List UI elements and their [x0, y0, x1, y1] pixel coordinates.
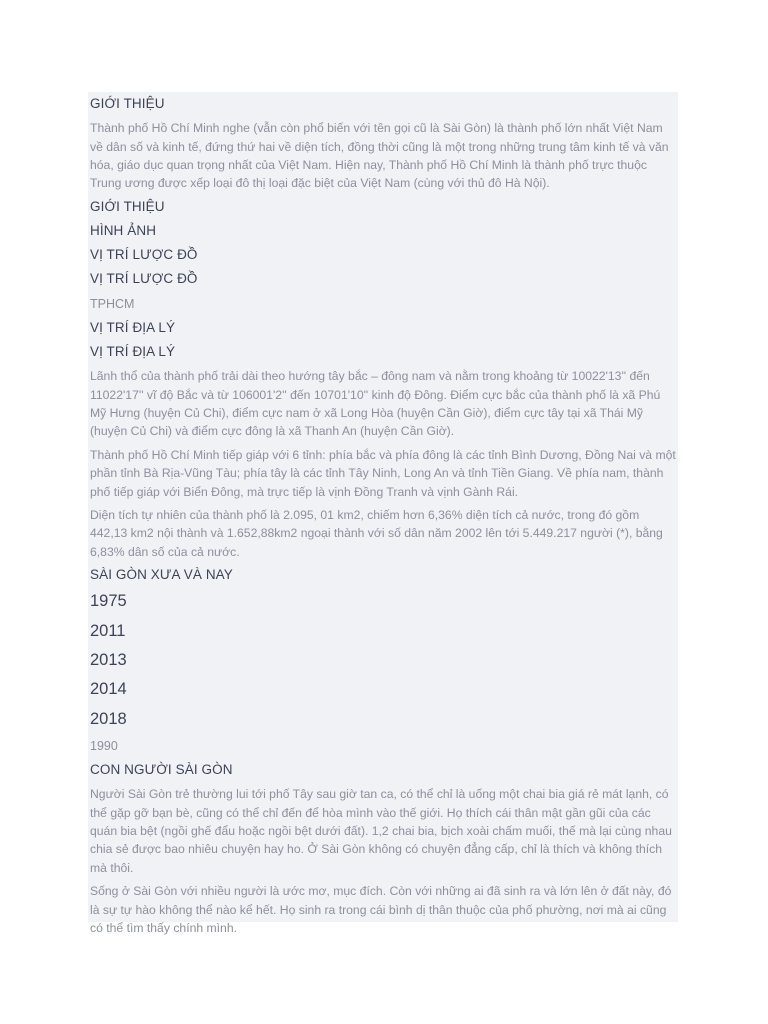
heading-then-and-now: SÀI GÒN XƯA VÀ NAY: [90, 567, 233, 583]
heading-map: VỊ TRÍ LƯỢC ĐỒ: [90, 247, 198, 263]
heading-geography-repeat: VỊ TRÍ ĐỊA LÝ: [90, 343, 176, 359]
heading-intro: GIỚI THIỆU: [90, 96, 165, 111]
document-page: [88, 92, 678, 936]
heading-geography: VỊ TRÍ ĐỊA LÝ: [90, 319, 176, 335]
label-1990: 1990: [90, 738, 118, 753]
paragraph-geography-1: Lãnh thổ của thành phố trải dài theo hướng tây bắc – đông nam và nằm trong khoảng từ 10022'13'' đến 11022'17'' vĩ độ Bắc và từ 106001'2'' đến 10701'10'' kinh độ Đông. Điểm cực bắc của thành phố là xã Phú Mỹ Hưng (huyện Củ Chi), điểm cực nam ở xã Long Hòa (huyện Cần Giờ), điểm cực tây tại xã Thái Mỹ (huyện Củ Chi) và điểm cực đông là xã Thanh An (huyện Cần Giờ).: [90, 369, 661, 439]
heading-intro-repeat: GIỚI THIỆU: [90, 198, 165, 214]
label-tphcm: TPHCM: [90, 296, 135, 311]
year-label: 2014: [90, 680, 127, 699]
heading-people: CON NGƯỜI SÀI GÒN: [90, 762, 233, 778]
year-label: 2011: [90, 621, 126, 640]
paragraph-geography-3: Diện tích tự nhiên của thành phố là 2.095, 01 km2, chiếm hơn 6,36% diện tích cả nước, trong đó gồm 442,13 km2 nội thành và 1.652,88km2 ngoại thành với số dân năm 2002 lên tới 5.449.217 người (*), bằng 6,83% dân số của cả nước.: [90, 507, 663, 559]
paragraph-geography-2: Thành phố Hồ Chí Minh tiếp giáp với 6 tỉnh: phía bắc và phía đông là các tỉnh Bình Dương, Đồng Nai và một phần tỉnh Bà Rịa-Vũng Tàu; phía tây là các tỉnh Tây Ninh, Long An và tỉnh Tiền Giang. Về phía nam, thành phố tiếp giáp với Biển Đông, mà trực tiếp là vịnh Đồng Tranh và vịnh Gành Rái.: [90, 447, 676, 499]
year-label: 2018: [90, 709, 127, 728]
heading-map-repeat: VỊ TRÍ LƯỢC ĐỒ: [90, 271, 198, 287]
year-label: 2013: [90, 650, 127, 669]
heading-images: HÌNH ẢNH: [90, 223, 157, 238]
year-label: 1975: [90, 592, 127, 611]
paragraph-people-2: Sống ở Sài Gòn với nhiều người là ước mơ, mục đích. Còn với những ai đã sinh ra và lớn lên ở đất này, đó là sự tự hào không thể nào kể hết. Họ sinh ra trong cái bình dị thân thuộc của phố phường, nơi mà ai cũng có thể tìm thấy chính mình.: [90, 884, 672, 936]
paragraph-intro: Thành phố Hồ Chí Minh nghe (vẫn còn phổ biến với tên gọi cũ là Sài Gòn) là thành phố lớn nhất Việt Nam về dân số và kinh tế, đứng thứ hai về diện tích, đồng thời cũng là một trong những trung tâm kinh tế và văn hóa, giáo dục quan trọng nhất của Việt Nam. Hiện nay, Thành phố Hồ Chí Minh là thành phố trực thuộc Trung ương được xếp loại đô thị loại đặc biệt của Việt Nam (cùng với thủ đô Hà Nội).: [90, 121, 669, 191]
paragraph-people-1: Người Sài Gòn trẻ thường lui tới phố Tây sau giờ tan ca, có thể chỉ là uống một chai bia giá rẻ mát lạnh, có thể gặp gỡ bạn bè, cũng có thể chỉ đến để hòa mình vào thế giới. Họ thích cái thân mật gần gũi của các quán bia bệt (ngồi ghế đẩu hoặc ngồi bệt dưới đất). 1,2 chai bia, bịch xoài chấm muối, thế mà lại cùng nhau chia sẻ được bao nhiêu chuyện hay ho. Ở Sài Gòn không có chuyện đẳng cấp, chỉ là thích và không thích mà thôi.: [90, 787, 672, 875]
